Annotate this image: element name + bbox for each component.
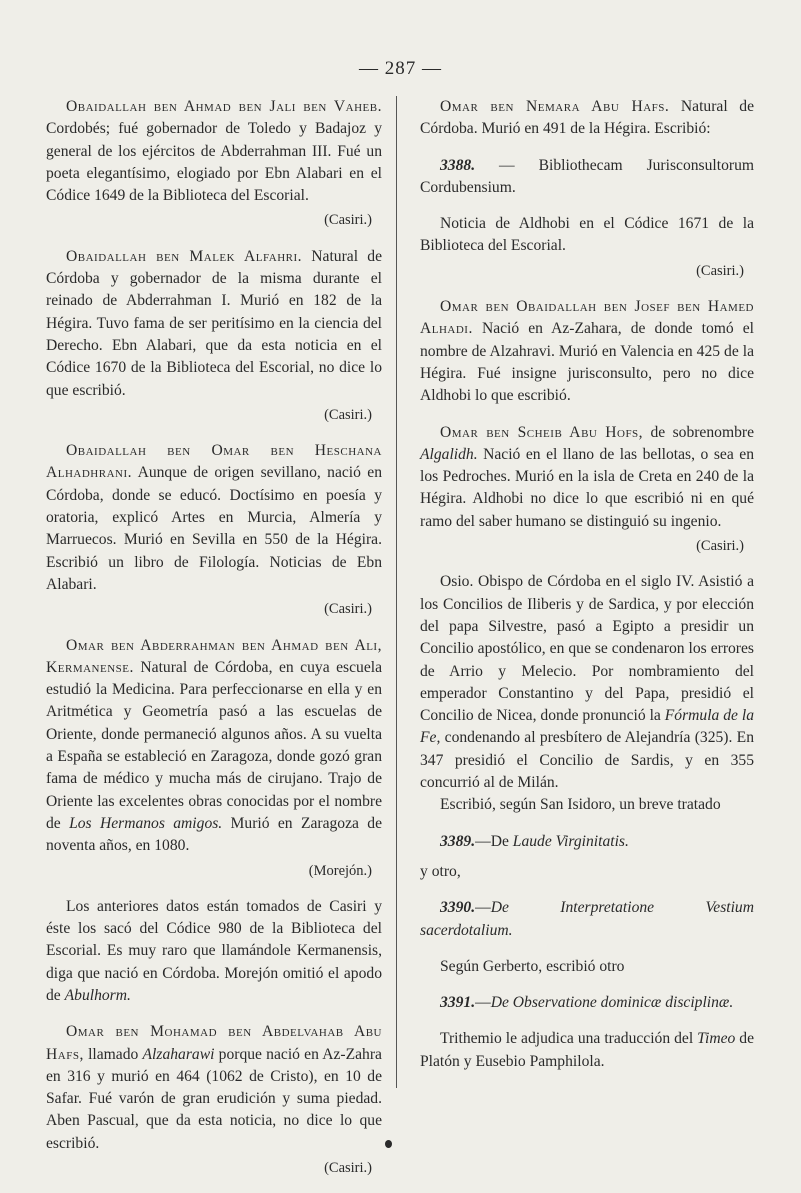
entry (420, 213, 754, 282)
entry-source: (Casiri.) (324, 601, 372, 618)
entry (46, 246, 382, 426)
entry (420, 96, 754, 141)
entry-text: de sobrenombre (650, 423, 754, 441)
entry-text-after: Nació en el llano de las bellotas, o sea en los Pedroches. Murió en la isla de Creta en 240 de la Hégira. Aldhobi no dice lo que escribió ni en qué ramo del saber humano se distinguió su ingenio. (420, 445, 754, 530)
entry (46, 635, 382, 882)
entry-source: (Casiri.) (324, 1160, 372, 1177)
entry-text: Noticia de Aldhobi en el Códice 1671 de la Biblioteca del Escorial. (420, 215, 754, 255)
entry-name: Omar ben Scheib Abu Hofs, (440, 423, 644, 441)
note-text: Los anteriores datos están tomados de Casiri y éste los sacó del Códice 980 de la Biblioteca del Escorial. Es muy raro que llamándole Kermanensis, diga que nació en Córdoba. Morejón omitió el apodo de (46, 897, 382, 1004)
entry (420, 422, 754, 558)
entry (46, 96, 382, 232)
entry-text-after: Murió en Zaragoza de noventa años, en 1080. (46, 814, 382, 855)
entry-text-after: porque nació en Az-Zahra en 316 y murió en 464 (1062 de Cristo), en 10 de Safar. Fué varón de gran erudición y suma piedad. Aben Pascual, que da esta noticia, no dice lo que escribió. (46, 1045, 382, 1152)
entry-italic: Los Hermanos amigos. (69, 814, 223, 832)
entry-text: Escribió, según San Isidoro, un breve tratado (440, 796, 721, 814)
entry-source: (Casiri.) (324, 212, 372, 229)
line-text: Según Gerberto, escribió otro (440, 957, 625, 975)
entry-italic: Algalidh. (420, 445, 478, 463)
entry-italic: Fórmula de la Fe, (420, 707, 754, 747)
column-divider (396, 96, 397, 1088)
item-italic: Laude Virginitatis. (512, 832, 629, 850)
item-number: 3390. (440, 899, 476, 917)
entry-name: Omar ben Obaidallah ben Josef ben Hamed Alhadi. (420, 298, 754, 338)
item-text: — (475, 994, 491, 1012)
item-text: — (475, 899, 491, 917)
entry-name: Obaidallah ben Omar ben Heschana Alhadhrani. (46, 442, 382, 482)
text-line (420, 1028, 754, 1073)
item-text: —De (475, 832, 513, 850)
line-text-after: de Platón y Eusebio Pamphilola. (420, 1030, 754, 1070)
text-line (420, 956, 754, 978)
entry-text: llamado (88, 1045, 143, 1063)
entry-text: Natural de Córdoba y gobernador de la misma durante el reinado de Abderrahman I. Murió en 182 de la Hégira. Tuvo fama de ser peritísimo en la ciencia del Derecho. Ebn Alabari, que da esta noticia en el Códice 1670 de la Biblioteca del Escorial, no dice lo que escribió. (46, 247, 383, 399)
work-item (420, 992, 754, 1014)
ink-dot (385, 1140, 392, 1148)
entry-italic: Alzaharawi (142, 1045, 215, 1063)
entry-text: Natural de Córdoba, en cuya escuela estudió la Medicina. Para perfeccionarse en ella y en Aritmética y Geometría pasó a las escuelas de Oriente, donde permaneció algunos años. A su vuelta a España se estableció en Zaragoza, donde gozó gran fama de médico y mucha más de cirujano. Trajo de Oriente las excelentes obras conocidas por el nombre de (46, 658, 382, 832)
item-italic: De Interpretatione Vestium sacerdotalium. (420, 899, 754, 939)
entry-name: Omar ben Abderrahman ben Ahmad ben Ali, Kermanense. (46, 636, 382, 676)
entry (420, 571, 754, 816)
line-text: y otro, (420, 862, 461, 880)
entry (46, 1021, 382, 1179)
item-number: 3389. (440, 832, 476, 850)
item-number: 3388. (440, 156, 476, 174)
work-item (420, 155, 754, 200)
entry (420, 296, 754, 407)
entry-name: Omar ben Mohamad ben Abdelvahab Abu Hafs, (46, 1023, 382, 1063)
note-italic: Abulhorm. (64, 986, 131, 1004)
entry-text: Natural de Córdoba. Murió en 491 de la Hégira. Escribió: (420, 98, 754, 138)
entry-source: (Morejón.) (308, 862, 372, 879)
page-number: — 287 — (359, 58, 442, 79)
entry-name: Omar ben Nemara Abu Hafs. (440, 98, 670, 115)
entry-text-after: condenando al presbítero de Alejandría (325). En 347 presidió el Concilio de Sardis, y en 355 concurrió al de Milán. (420, 729, 754, 792)
right-column (420, 96, 754, 1087)
entry-source: (Casiri.) (696, 262, 744, 279)
item-number: 3391. (440, 994, 476, 1012)
work-item (420, 897, 754, 942)
item-text: — Bibliothecam Jurisconsultorum Cordubensium. (420, 156, 754, 196)
item-italic: De Observatione dominicæ disciplinæ. (490, 994, 734, 1012)
line-italic: Timeo (697, 1030, 736, 1048)
entry-text: Cordobés; fué gobernador de Toledo y Badajoz y general de los ejércitos de Abderrahman III. Fué un poeta elegantísimo, elogiado por Ebn Alabari en el Códice 1649 de la Biblioteca del Escorial. (46, 120, 382, 205)
left-column (46, 96, 382, 1193)
line-text: Trithemio le adjudica una traducción del (440, 1030, 698, 1048)
entry-name: Obaidallah ben Malek Alfahri. (66, 247, 303, 265)
entry-text: Aunque de origen sevillano, nació en Córdoba, donde se educó. Doctísimo en poesía y oratoria, explicó Artes en Murcia, Almería y Marruecos. Murió en Sevilla en 550 de la Hégira. Escribió un libro de Filología. Noticias de Ebn Alabari. (46, 464, 382, 593)
entry-text: Nació en Az-Zahara, de donde tomó el nombre de Alzahravi. Murió en Valencia en 425 de la Hégira. Fué insigne jurisconsulto, pero no dice Aldhobi lo que escribió. (420, 320, 755, 405)
note (46, 896, 382, 1007)
entry-text: Osio. Obispo de Córdoba en el siglo IV. Asistió a los Concilios de Iliberis y de Sardica, y por elección del papa Silvestre, pasó a Egipto a presidir un Concilio apostólico, en que se condenaron los errores de Arrio y Melecio. Por nombramiento del emperador Constantino y del Papa, presidió el Concilio de Nicea, donde pronunció la (420, 573, 754, 725)
text-line (420, 861, 754, 883)
entry-name: Obaidallah ben Ahmad ben Jali ben Vaheb. (66, 98, 382, 115)
work-item (420, 831, 754, 853)
entry-source: (Casiri.) (696, 538, 744, 555)
entry (46, 440, 382, 620)
entry-source: (Casiri.) (324, 406, 372, 423)
